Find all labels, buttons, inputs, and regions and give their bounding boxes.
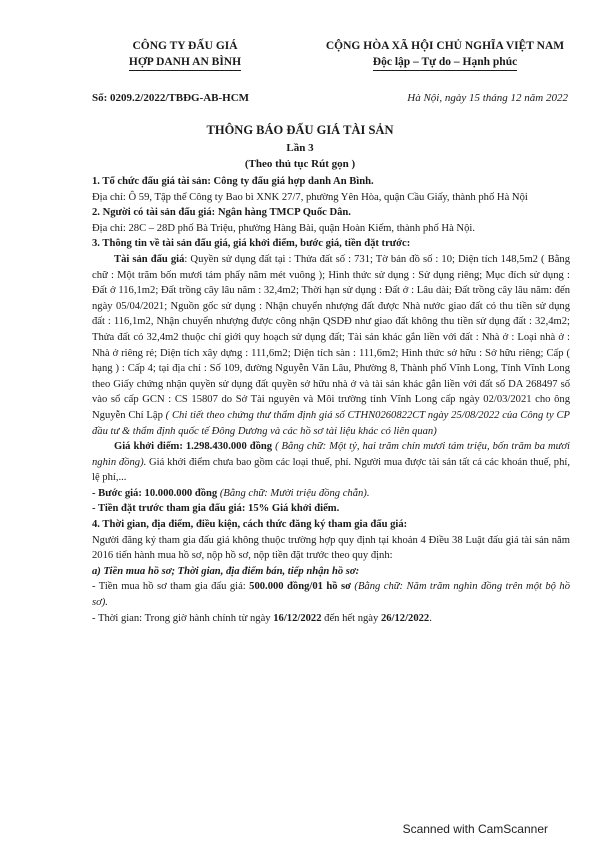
deposit (92, 501, 570, 517)
bid-step-words: (Bằng chữ: Mười triệu đồng chẵn). (217, 487, 370, 499)
asset-label: Tài sản đấu giá (114, 253, 185, 265)
section-4-intro: Người đăng ký tham gia đấu giá không thuộc trường hợp quy định tại khoản 4 Điều 38 Luật đấu giá tài sản năm 2016 tiến hành mua hồ sơ, nộp hồ sơ, nộp tiền đặt trước theo quy định: (92, 534, 570, 562)
starting-price-note: Giá khởi điểm chưa bao gồm các loại thuế, phí. Người mua được tài sản tất cả các khoản thuế, phí, lệ phí,... (92, 456, 570, 484)
sale-time-from: 16/12/2022 (273, 612, 322, 624)
section-2-address: Địa chỉ: 28C – 28D phố Bà Triệu, phường Hàng Bài, quận Hoàn Kiếm, thành phố Hà Nội. (92, 222, 475, 234)
document-number: Số: 0209.2/2022/TBĐG-AB-HCM (92, 92, 250, 104)
sale-time (92, 611, 570, 627)
section-4a-heading: a) Tiền mua hồ sơ; Thời gian, địa điểm bán, tiếp nhận hồ sơ: (92, 565, 360, 577)
section-1-heading: 1. Tổ chức đấu giá tài sản: Công ty đấu giá hợp danh An Bình. (92, 176, 374, 187)
section-2-heading: 2. Người có tài sản đấu giá: Ngân hàng TMCP Quốc Dân. (92, 207, 351, 219)
sale-time-end: . (429, 612, 432, 624)
sale-time-to: 26/12/2022 (380, 612, 430, 624)
sale-time-prefix: - Thời gian: Trong giờ hành chính từ ngày (92, 612, 274, 624)
document-date: Hà Nội, ngày 15 tháng 12 năm 2022 (407, 92, 568, 104)
national-header (295, 38, 595, 71)
starting-price (92, 439, 570, 486)
deposit-label: - Tiền đặt trước tham gia đấu giá (92, 503, 242, 515)
document-body (92, 174, 570, 626)
org-name-line2: HỢP DANH AN BÌNH (129, 54, 241, 71)
section-3-heading: 3. Thông tin về tài sản đấu giá, giá khởi điểm, bước giá, tiền đặt trước: (92, 238, 411, 250)
asset-description (92, 252, 570, 439)
section-4-heading: 4. Thời gian, địa điểm, điều kiện, cách thức đăng ký tham gia đấu giá: (92, 519, 408, 531)
bid-step (92, 486, 570, 502)
dossier-fee (92, 579, 570, 610)
document-round: Lần 3 (286, 142, 314, 154)
org-name-line1: CÔNG TY ĐẤU GIÁ (132, 40, 238, 52)
dossier-fee-words: (Bằng chữ: Năm trăm nghìn đồng trên một bộ hồ sơ). (92, 581, 571, 609)
section-1-address: Địa chỉ: Ô 59, Tập thể Công ty Bao bì XNK 27/7, phường Yên Hòa, quận Cầu Giấy, thành phố Hà Nội (92, 191, 528, 203)
national-title: CỘNG HÒA XÃ HỘI CHỦ NGHĨA VIỆT NAM (325, 40, 565, 52)
dossier-fee-prefix: - Tiền mua hồ sơ tham gia đấu giá: (92, 581, 250, 593)
bid-step-label: - Bước giá: 10.000.000 đồng (92, 487, 218, 499)
dossier-fee-value: 500.000 đồng/01 hồ sơ (249, 581, 351, 593)
document-title: THÔNG BÁO ĐẤU GIÁ TÀI SẢN (206, 123, 394, 137)
asset-reference: ( Chi tiết theo chứng thư thẩm định giá số CTHN0260822CT ngày 25/08/2022 của Công ty CP đầu tư & thẩm định quốc tế Đông Dương và các hồ sơ tài liệu khác có liên quan) (92, 409, 570, 437)
sale-time-mid: đến hết ngày (321, 612, 381, 624)
starting-price-label: Giá khởi điểm: 1.298.430.000 đồng (114, 441, 273, 453)
starting-price-words: ( Bằng chữ: Một tỷ, hai trăm chín mươi tám triệu, bốn trăm ba mươi nghìn đồng). (92, 441, 570, 468)
asset-text: : Quyền sử dụng đất tại : Thửa đất số : 731; Tờ bản đồ số : 10; Diện tích 148,5m2 ( Bằng chữ : Một trăm bốn mươi tám phẩy năm mét vuông ); Hình thức sử dụng : Sử dụng riêng; Mục đích sử dụng : Đất ở 116,1m2; Đất trồng cây lâu năm : 32,4m2; Thời hạn sử dụng : Đất ở : Lâu dài; Đất trồng cây lâu năm: đến ngày 05/04/2021; Nguồn gốc sử dụng : Nhận chuyển nhượng đất được Nhà nước giao đất có thu tiền sử dụng đất : 116,1m2, Nhận chuyển nhượng được công nhận QSDĐ như giao đất không thu tiền sử dụng đất : 32,4m2; Thửa đất có 32,4m2 thuộc chỉ giới quy hoạch sử dụng đất; Tài sản khác gắn liền với đất : Nhà ở : Loại nhà ở : Nhà ở riêng rẻ; Diện tích xây dựng : 111,6m2; Diện tích sàn : 111,6m2; Hình thức sở hữu : Sở hữu riêng; Cấp ( hạng ) : Cấp 4; tại địa chỉ : Số 109, đường Nguyễn Văn Lâu, Phường 8, Thành phố Vĩnh Long, Tỉnh Vĩnh Long theo Giấy chứng nhận quyền sử dụng đất quyền sở hữu nhà ở và tài sản khác gắn liền với đất số DA 268497 số vào sổ cấp GCN : CS 15807 do Sở Tài nguyên và Môi trường tỉnh Vĩnh Long cấp ngày 02/03/2021 cho ông Nguyễn Chí Lập (92, 253, 570, 421)
national-motto: Độc lập – Tự do – Hạnh phúc (373, 54, 517, 71)
scanner-watermark: Scanned with CamScanner (402, 822, 548, 836)
document-procedure: (Theo thủ tục Rút gọn ) (244, 158, 356, 170)
deposit-value: : 15% Giá khởi điểm. (241, 503, 340, 515)
organization-header (100, 38, 270, 71)
